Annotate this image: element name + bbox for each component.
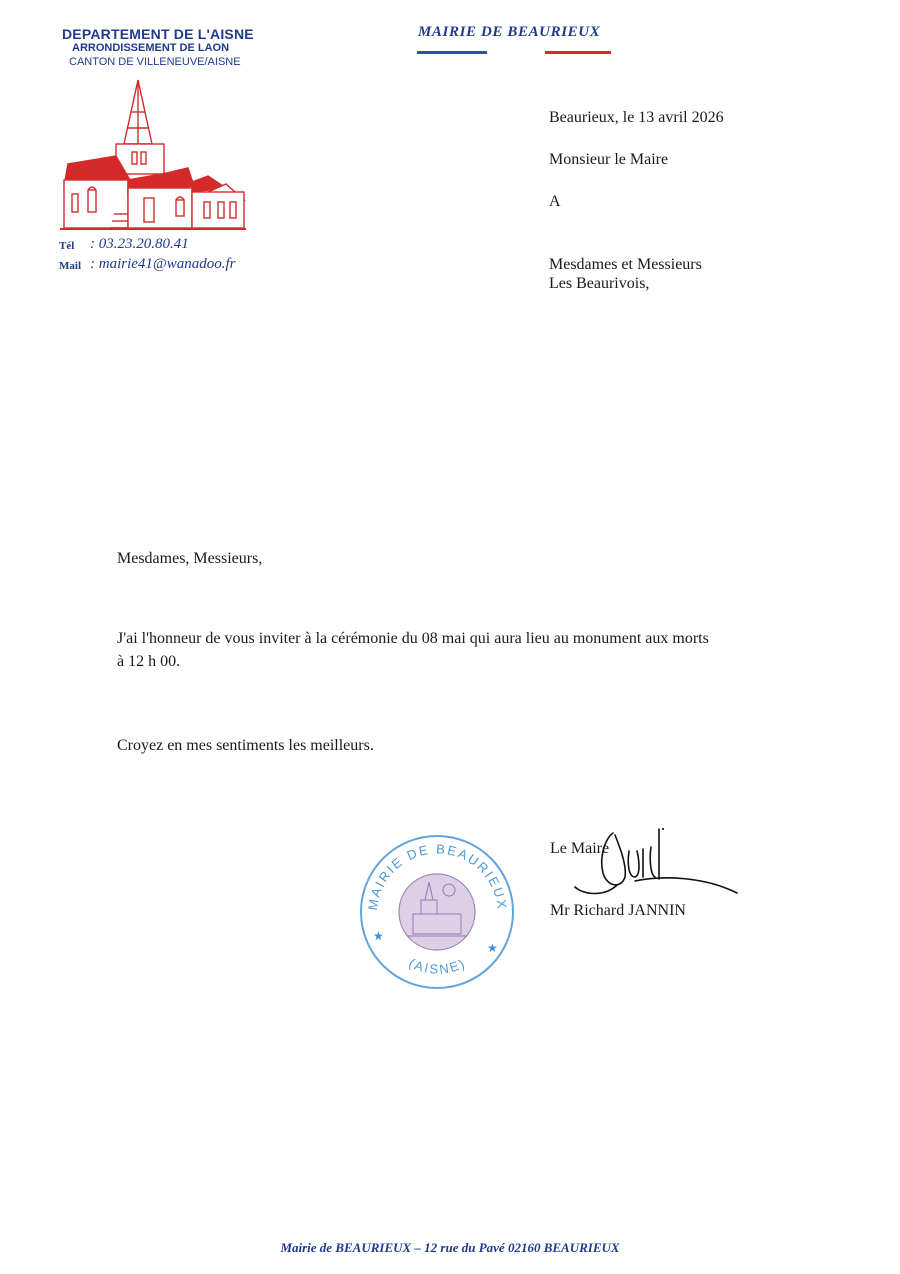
handwritten-signature: [565, 825, 745, 905]
flag-red-bar: [545, 51, 611, 54]
mairie-title: MAIRIE DE BEAURIEUX: [418, 24, 601, 40]
canton-name: CANTON DE VILLENEUVE/AISNE: [69, 56, 241, 68]
mail-value: : mairie41@wanadoo.fr: [90, 256, 236, 272]
ink-dot: [662, 828, 664, 830]
to-prefix: A: [549, 193, 561, 210]
star-right-icon: ★: [487, 941, 498, 955]
salutation: Mesdames, Messieurs,: [117, 550, 263, 567]
closing: Croyez en mes sentiments les meilleurs.: [117, 737, 374, 754]
official-stamp: [355, 828, 520, 993]
paragraph-line-1: J'ai l'honneur de vous inviter à la cérémonie du 08 mai qui aura lieu au monument aux morts: [117, 630, 709, 647]
sender: Monsieur le Maire: [549, 151, 669, 168]
tel-value: : 03.23.20.80.41: [90, 236, 189, 252]
tel-label: Tél: [59, 240, 75, 252]
footer-address: Mairie de BEAURIEUX – 12 rue du Pavé 02160 BEAURIEUX: [280, 1240, 620, 1255]
recipient-line-1: Mesdames et Messieurs: [549, 256, 702, 273]
arrondissement-name: ARRONDISSEMENT DE LAON: [72, 42, 230, 54]
recipient-line-2: Les Beaurivois,: [549, 275, 650, 292]
signatory-title: Le Maire: [550, 840, 610, 857]
church-logo-icon: [58, 76, 248, 236]
paragraph-line-2: à 12 h 00.: [117, 653, 181, 670]
place-date: Beaurieux, le 13 avril 2026: [549, 109, 724, 126]
stamp-bottom-text: (AISNE): [406, 955, 469, 977]
mail-label: Mail: [59, 260, 81, 272]
department-name: DEPARTEMENT DE L'AISNE: [62, 26, 254, 42]
signatory-name: Mr Richard JANNIN: [550, 902, 686, 919]
flag-blue-bar: [417, 51, 487, 54]
stamp-top-text: MAIRIE DE BEAURIEUX: [364, 841, 511, 912]
star-left-icon: ★: [373, 929, 384, 943]
